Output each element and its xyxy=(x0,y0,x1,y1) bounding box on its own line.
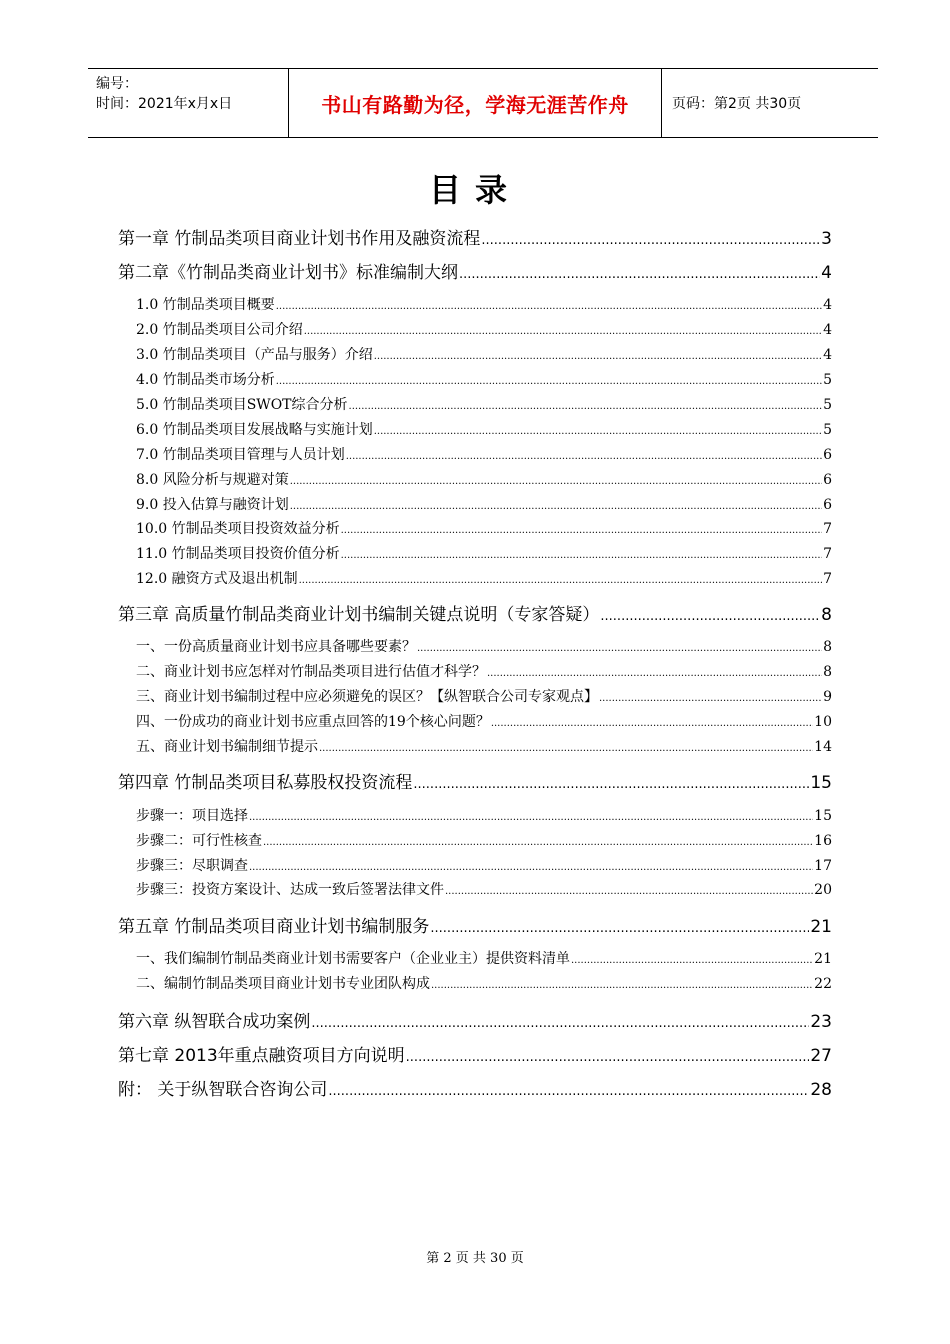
toc-entry[interactable] xyxy=(136,369,832,389)
toc-entry-page: 6 xyxy=(823,447,832,463)
toc-entry[interactable] xyxy=(136,830,832,850)
toc-entry-text: 8.0 风险分析与规避对策 xyxy=(136,472,289,488)
toc-entry[interactable] xyxy=(118,1041,832,1066)
toc-entry-text: 第二章《竹制品类商业计划书》标准编制大纲 xyxy=(118,263,458,283)
toc-entry-page: 16 xyxy=(814,833,832,849)
toc-entry-page: 6 xyxy=(823,497,832,513)
toc-entry-page: 5 xyxy=(823,372,832,388)
page-footer xyxy=(0,1247,950,1266)
toc-entry-text: 4.0 竹制品类市场分析 xyxy=(136,372,275,388)
toc-entry[interactable] xyxy=(136,419,832,439)
toc-entry-page: 17 xyxy=(814,858,832,874)
toc-entry-page: 5 xyxy=(823,422,832,438)
toc-entry-text: 二、编制竹制品类项目商业计划书专业团队构成 xyxy=(136,976,430,992)
toc-entry[interactable] xyxy=(118,1007,832,1032)
toc-entry-text: 二、商业计划书应怎样对竹制品类项目进行估值才科学？ xyxy=(136,664,486,680)
toc-title: 目录 xyxy=(428,171,521,209)
toc-entry[interactable] xyxy=(136,879,832,899)
toc-entry[interactable] xyxy=(136,568,832,588)
toc-entry[interactable] xyxy=(136,973,832,993)
toc-entry-text: 11.0 竹制品类项目投资价值分析 xyxy=(136,546,340,562)
toc-entry[interactable] xyxy=(136,711,832,731)
toc-entry[interactable] xyxy=(118,600,832,625)
toc-entry-text: 6.0 竹制品类项目发展战略与实施计划 xyxy=(136,422,373,438)
toc-entry-page: 21 xyxy=(810,917,832,937)
toc-entry-text: 第七章 2013年重点融资项目方向说明 xyxy=(118,1046,405,1066)
toc-entry-text: 四、一份成功的商业计划书应重点回答的19个核心问题？ xyxy=(136,714,490,730)
toc-entry-text: 第五章 竹制品类项目商业计划书编制服务 xyxy=(118,917,430,937)
toc-entry[interactable] xyxy=(136,636,832,656)
toc-entry-text: 12.0 融资方式及退出机制 xyxy=(136,571,298,587)
toc-entry-page: 28 xyxy=(810,1080,832,1100)
toc-entry-text: 步骤三：投资方案设计、达成一致后签署法律文件 xyxy=(136,882,444,898)
toc-entry-page: 22 xyxy=(814,976,832,992)
toc-entry-text: 附： 关于纵智联合咨询公司 xyxy=(118,1080,328,1100)
toc-entry[interactable] xyxy=(136,661,832,681)
toc-entry-text: 一、一份高质量商业计划书应具备哪些要素？ xyxy=(136,639,416,655)
toc-entry[interactable] xyxy=(118,768,832,793)
toc-entry-text: 第四章 竹制品类项目私募股权投资流程 xyxy=(118,773,413,793)
toc-entry[interactable] xyxy=(136,948,832,968)
toc-entry-page: 7 xyxy=(823,571,832,587)
toc-entry-page: 6 xyxy=(823,472,832,488)
toc-entry[interactable] xyxy=(136,518,832,538)
toc-entry[interactable] xyxy=(118,912,832,937)
toc-entry[interactable] xyxy=(136,344,832,364)
toc-entry-text: 一、我们编制竹制品类商业计划书需要客户（企业业主）提供资料清单 xyxy=(136,951,570,967)
toc-entry-page: 27 xyxy=(810,1046,832,1066)
toc-entry-page: 15 xyxy=(814,808,832,824)
toc-entry-text: 第三章 高质量竹制品类商业计划书编制关键点说明（专家答疑） xyxy=(118,605,600,625)
toc-entry-page: 7 xyxy=(823,546,832,562)
toc-entry-page: 5 xyxy=(823,397,832,413)
toc-entry-page: 10 xyxy=(814,714,832,730)
toc-entry-text: 9.0 投入估算与融资计划 xyxy=(136,497,289,513)
toc-entry-text: 10.0 竹制品类项目投资效益分析 xyxy=(136,521,340,537)
toc-entry-text: 步骤一：项目选择 xyxy=(136,808,248,824)
toc-entry[interactable] xyxy=(136,469,832,489)
serial-number-label: 编号： xyxy=(96,76,138,92)
toc-entry[interactable] xyxy=(136,394,832,414)
toc-entry[interactable] xyxy=(136,736,832,756)
toc-entry-page: 14 xyxy=(814,739,832,755)
toc-entry[interactable] xyxy=(136,543,832,563)
toc-entry-page: 4 xyxy=(821,263,832,283)
time-label: 时间：2021年x月x日 xyxy=(96,96,233,112)
toc-entry-text: 2.0 竹制品类项目公司介绍 xyxy=(136,322,303,338)
toc-entry-page: 4 xyxy=(823,322,832,338)
toc-entry-text: 第六章 纵智联合成功案例 xyxy=(118,1012,311,1032)
toc-entry-page: 4 xyxy=(823,297,832,313)
toc-entry-page: 7 xyxy=(823,521,832,537)
header-meta-cell xyxy=(88,69,289,137)
page-header xyxy=(88,68,878,138)
toc-entry-text: 5.0 竹制品类项目SWOT综合分析 xyxy=(136,397,348,413)
toc-entry-text: 步骤三：尽职调查 xyxy=(136,858,248,874)
toc-entry-text: 3.0 竹制品类项目（产品与服务）介绍 xyxy=(136,347,373,363)
toc-entry-page: 9 xyxy=(823,689,832,705)
toc-entry-page: 15 xyxy=(810,773,832,793)
toc-entry[interactable] xyxy=(118,1075,832,1100)
toc-entry[interactable] xyxy=(136,494,832,514)
toc-entry-text: 1.0 竹制品类项目概要 xyxy=(136,297,275,313)
toc-entry-page: 8 xyxy=(823,664,832,680)
footer-page-number: 第 2 页 共 30 页 xyxy=(426,1251,524,1266)
header-page-info: 页码：第2页 共30页 xyxy=(672,96,802,112)
toc-entry[interactable] xyxy=(136,686,832,706)
toc-entry-text: 7.0 竹制品类项目管理与人员计划 xyxy=(136,447,345,463)
toc-entry-page: 20 xyxy=(814,882,832,898)
toc-entry[interactable] xyxy=(136,805,832,825)
header-page-cell xyxy=(662,69,878,137)
toc-entry-page: 21 xyxy=(814,951,832,967)
toc-entry[interactable] xyxy=(136,444,832,464)
toc-entry-page: 8 xyxy=(823,639,832,655)
toc-entry-page: 4 xyxy=(823,347,832,363)
toc-entry-page: 23 xyxy=(810,1012,832,1032)
toc-entry[interactable] xyxy=(136,319,832,339)
toc-entry-page: 3 xyxy=(821,229,832,249)
toc-entry[interactable] xyxy=(118,224,832,249)
toc-entry-text: 三、商业计划书编制过程中应必须避免的误区？【纵智联合公司专家观点】 xyxy=(136,689,598,705)
toc-entry-page: 8 xyxy=(821,605,832,625)
toc-entry-text: 步骤二：可行性核查 xyxy=(136,833,262,849)
toc-entry-text: 五、商业计划书编制细节提示 xyxy=(136,739,318,755)
header-motto: 书山有路勤为径，学海无涯苦作舟 xyxy=(321,92,629,117)
toc-entry-text: 第一章 竹制品类项目商业计划书作用及融资流程 xyxy=(118,229,481,249)
header-motto-cell xyxy=(289,69,662,137)
toc-entry[interactable] xyxy=(136,294,832,314)
toc-entry[interactable] xyxy=(118,258,832,283)
toc-entry[interactable] xyxy=(136,855,832,875)
